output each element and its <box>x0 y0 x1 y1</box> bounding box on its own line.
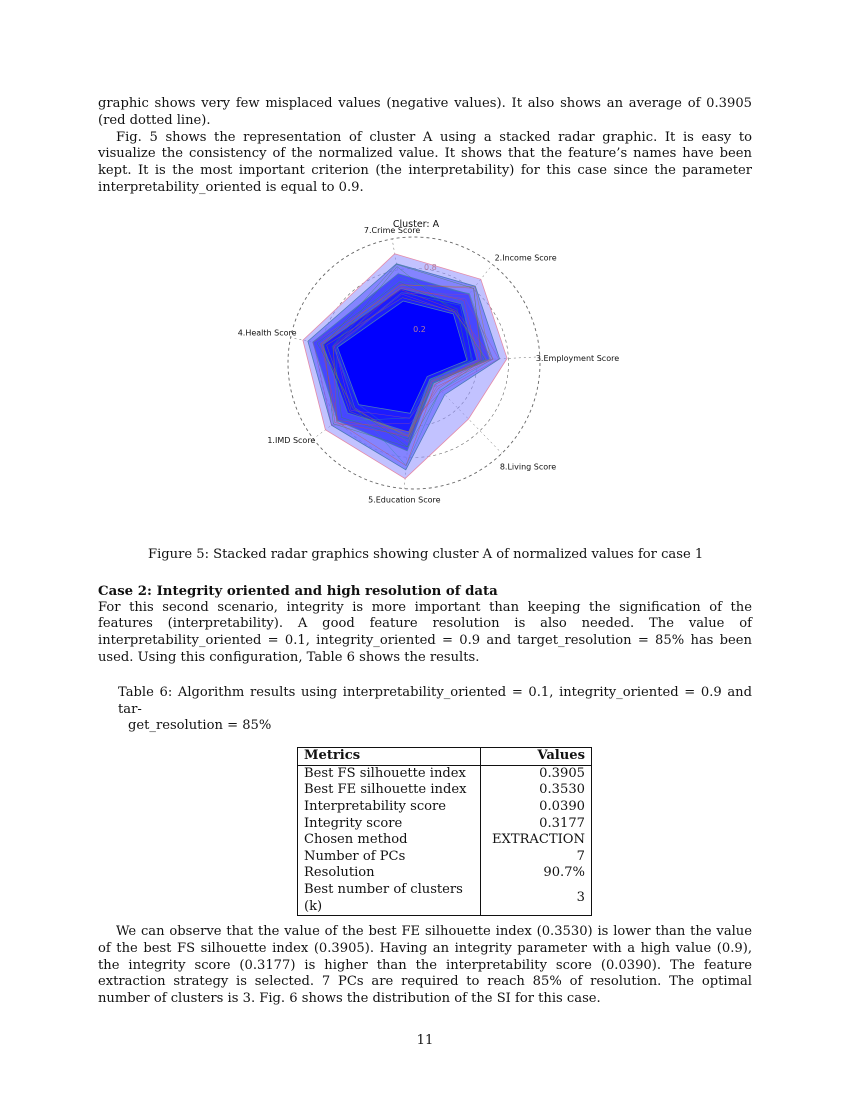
header-values: Values <box>481 748 592 766</box>
table-row <box>298 816 592 833</box>
figure-5 <box>98 215 752 515</box>
table-row <box>298 799 592 816</box>
table-cell-value: EXTRACTION <box>481 832 592 849</box>
table-row <box>298 849 592 866</box>
table-cell-metric: Best FE silhouette index <box>298 782 481 799</box>
table-cell-value: 0.3530 <box>481 782 592 799</box>
table-row <box>298 832 592 849</box>
radar-axis-label: 5.Education Score <box>368 495 441 505</box>
radar-tick-label: 0.2 <box>413 324 426 334</box>
radar-chart <box>98 215 752 515</box>
table-cell-metric: Number of PCs <box>298 849 481 866</box>
table-row <box>298 782 592 799</box>
radar-axis-label: 7.Crime Score <box>363 225 421 235</box>
table-row <box>298 765 592 782</box>
table-cell-metric: Interpretability score <box>298 799 481 816</box>
table-caption-line1: Table 6: Algorithm results using interpretability_oriented = 0.1, integrity_oriented = 0.9 and tar- <box>118 684 752 717</box>
radar-axis-label: 8.Living Score <box>499 462 557 472</box>
radar-tick-label: 0.8 <box>424 262 437 272</box>
table-cell-value: 3 <box>481 882 592 916</box>
paragraph-4: We can observe that the value of the best FE silhouette index (0.3530) is lower than the value of the best FS silhouette index (0.3905). Having an integrity parameter with a high value (0.9), the integrity score (0.3177) is higher than the interpretability score (0.0390). The feature extraction strategy is selected. 7 PCs are required to reach 85% of resolution. The optimal number of clusters is 3. Fig. 6 shows the distribution of the SI for this case. <box>98 924 752 1007</box>
table-cell-metric: Resolution <box>298 865 481 882</box>
table-cell-value: 0.0390 <box>481 799 592 816</box>
radar-axis-label: 1.IMD Score <box>267 435 316 445</box>
table-cell-value: 7 <box>481 849 592 866</box>
table-row <box>298 865 592 882</box>
radar-title: Cluster: A <box>392 218 440 230</box>
header-metrics: Metrics <box>298 748 481 766</box>
paragraph-3: For this second scenario, integrity is more important than keeping the signification of the features (interpretability). A good feature resolution is also needed. The value of interpretability_oriented = 0.1, integrity_oriented = 0.9 and target_resolution = 85% has been used. Using this configuration, Table 6 shows the results. <box>98 599 752 665</box>
table-cell-value: 90.7% <box>481 865 592 882</box>
paragraph-1: graphic shows very few misplaced values (negative values). It also shows an average of 0.3905 (red dotted line). <box>98 96 752 128</box>
table-cell-metric: Chosen method <box>298 832 481 849</box>
table-row <box>298 882 592 916</box>
results-table <box>297 747 592 916</box>
table-caption-line2: get_resolution = 85% <box>128 718 272 734</box>
section-title: Case 2: Integrity oriented and high resolution of data <box>98 583 498 599</box>
table-cell-value: 0.3905 <box>481 765 592 782</box>
table-header-row <box>298 748 592 766</box>
page-content <box>98 96 752 1008</box>
paragraph-2: Fig. 5 shows the representation of cluster A using a stacked radar graphic. It is easy to visualize the consistency of the normalized value. It shows that the feature’s names have been kept. It is the most important criterion (the interpretability) for this case since the parameter interpretability_oriented is equal to 0.9. <box>98 129 752 195</box>
radar-axis-label: 3.Employment Score <box>535 353 620 363</box>
radar-axis-label: 4.Health Score <box>237 328 297 338</box>
figure-caption: Figure 5: Stacked radar graphics showing cluster A of normalized values for case 1 <box>148 546 704 562</box>
table-cell-value: 0.3177 <box>481 816 592 833</box>
table-cell-metric: Best number of clusters (k) <box>298 882 481 916</box>
table-caption <box>98 685 752 735</box>
table-cell-metric: Integrity score <box>298 816 481 833</box>
table-cell-metric: Best FS silhouette index <box>298 765 481 782</box>
radar-axis-label: 2.Income Score <box>494 253 557 263</box>
page-number: 11 <box>416 1033 434 1048</box>
